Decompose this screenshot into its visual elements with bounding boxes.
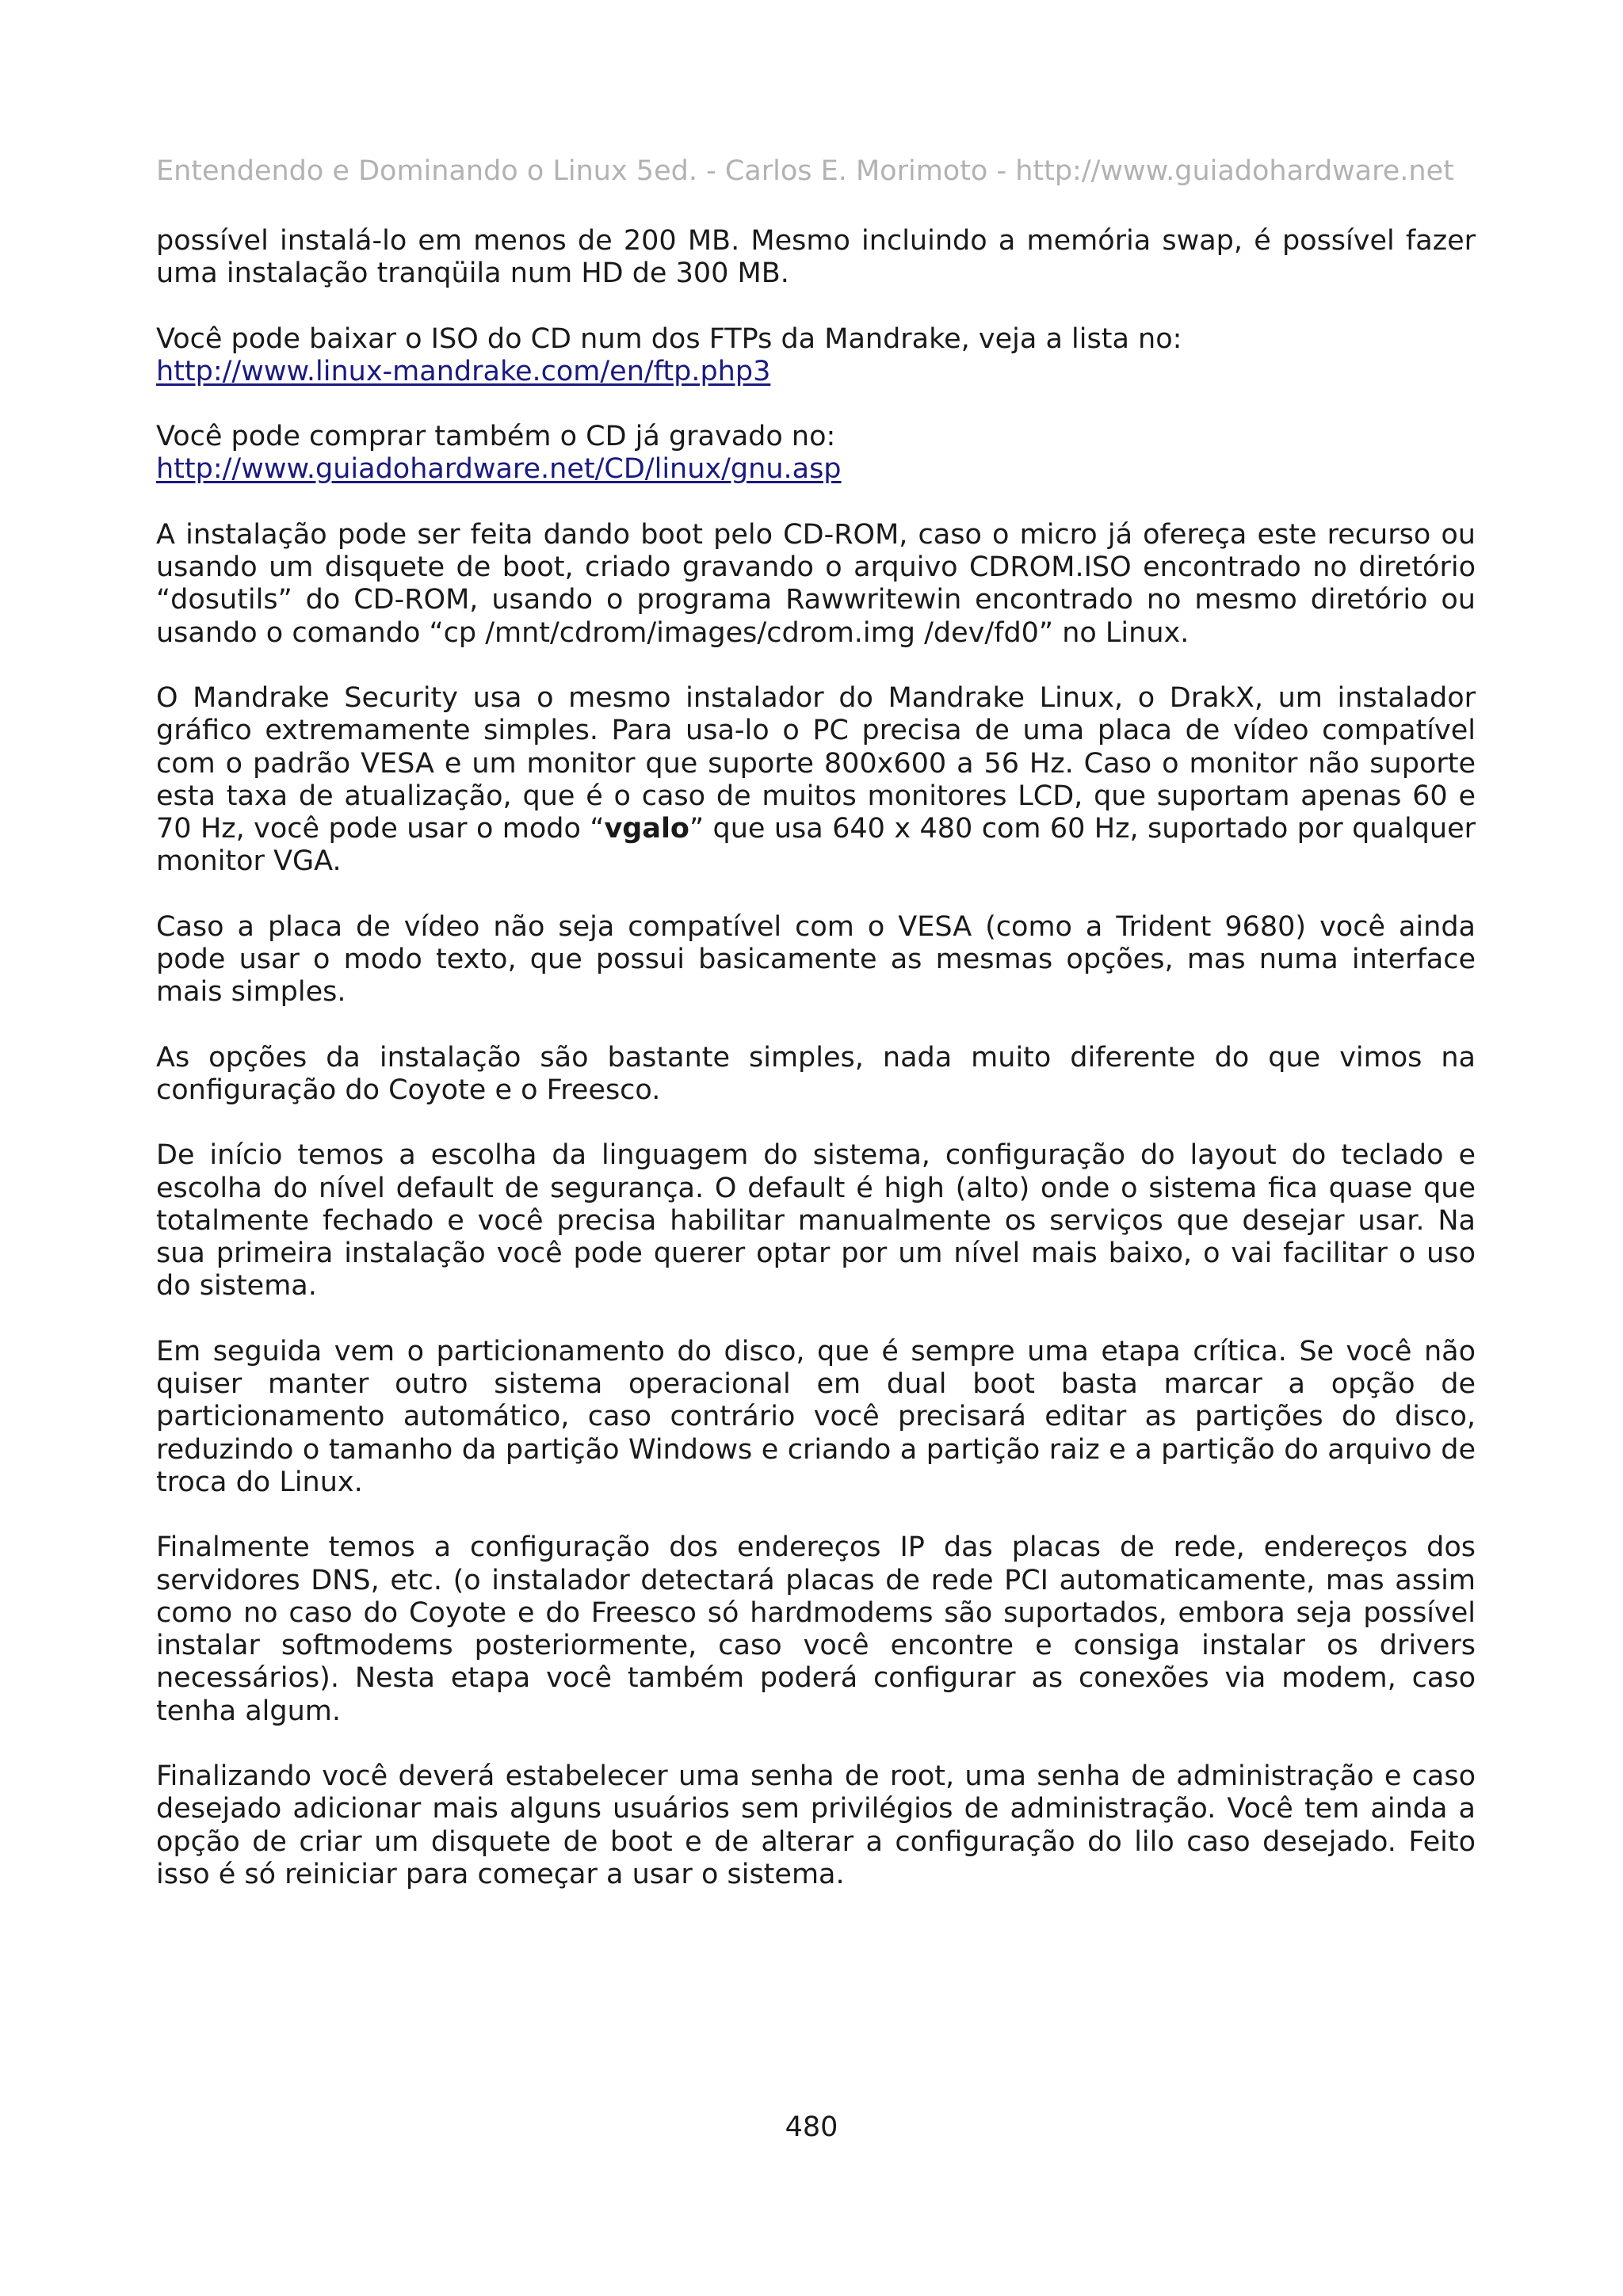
paragraph-3 (156, 421, 1476, 486)
paragraph-3-text: Você pode comprar também o CD já gravado no: (156, 421, 836, 453)
running-header: Entendendo e Dominando o Linux 5ed. - Carlos E. Morimoto - http://www.guiadohardware.net (156, 155, 1454, 187)
paragraph-6: Caso a placa de vídeo não seja compatível com o VESA (como a Trident 9680) você ainda pode usar o modo texto, que possui basicamente as mesmas opções, mas numa interface mais simples. (156, 910, 1476, 1009)
paragraph-8: De início temos a escolha da linguagem do sistema, configuração do layout do teclado e escolha do nível default de segurança. O default é high (alto) onde o sistema fica quase que totalmente fechado e você precisa habilitar manualmente os serviços que desejar usar. Na sua primeira instalação você pode querer optar por um nível mais baixo, o vai facilitar o uso do sistema. (156, 1139, 1476, 1302)
page-number: 480 (785, 2111, 838, 2143)
paragraph-1: possível instalá-lo em menos de 200 MB. Mesmo incluindo a memória swap, é possível fazer uma instalação tranqüila num HD de 300 MB. (156, 225, 1476, 290)
paragraph-5 (156, 682, 1476, 879)
link-mandrake-ftp[interactable]: http://www.linux-mandrake.com/en/ftp.php3 (156, 355, 771, 387)
paragraph-9: Em seguida vem o particionamento do disco, que é sempre uma etapa crítica. Se você não quiser manter outro sistema operacional em dual boot basta marcar a opção de particionamento automático, caso contrário você precisará editar as partições do disco, reduzindo o tamanho da partição Windows e criando a partição raiz e a partição do arquivo de troca do Linux. (156, 1335, 1476, 1498)
paragraph-4: A instalação pode ser feita dando boot pelo CD-ROM, caso o micro já ofereça este recurso ou usando um disquete de boot, criado gravando o arquivo CDROM.ISO encontrado no diretório “dosutils” do CD-ROM, usando o programa Rawwritewin encontrado no mesmo diretório ou usando o comando “cp /mnt/cdrom/images/cdrom.img /dev/fd0” no Linux. (156, 518, 1476, 649)
paragraph-10: Finalmente temos a configuração dos endereços IP das placas de rede, endereços dos servidores DNS, etc. (o instalador detectará placas de rede PCI automaticamente, mas assim como no caso do Coyote e do Freesco só hardmodems são suportados, embora seja possível instalar softmodems posteriormente, caso você encontre e consiga instalar os drivers necessários). Nesta etapa você também poderá configurar as conexões via modem, caso tenha algum. (156, 1531, 1476, 1727)
page-body (156, 225, 1476, 1924)
paragraph-2 (156, 323, 1476, 389)
paragraph-7: As opções da instalação são bastante simples, nada muito diferente do que vimos na configuração do Coyote e o Freesco. (156, 1041, 1476, 1106)
link-guiadohardware-cd[interactable]: http://www.guiadohardware.net/CD/linux/gnu.asp (156, 453, 842, 486)
paragraph-5-before: O Mandrake Security usa o mesmo instalador do Mandrake Linux, o DrakX, um instalador gráfico extremamente simples. Para usa-lo o PC precisa de uma placa de vídeo compatível com o padrão VESA e um monitor que suporte 800x600 a 56 Hz. Caso o monitor não suporte esta taxa de atualização, que é o caso de muitos monitores LCD, que suportam apenas 60 e 70 Hz, você pode usar o modo “ (156, 681, 1476, 845)
paragraph-2-text: Você pode baixar o ISO do CD num dos FTPs da Mandrake, veja a lista no: (156, 322, 1182, 355)
paragraph-5-after: ” que usa 640 x 480 com 60 Hz, suportado por qualquer monitor VGA. (156, 813, 1476, 878)
paragraph-5-bold-mode: vgalo (604, 813, 689, 845)
paragraph-11: Finalizando você deverá estabelecer uma senha de root, uma senha de administração e caso desejado adicionar mais alguns usuários sem privilégios de administração. Você tem ainda a opção de criar um disquete de boot e de alterar a configuração do lilo caso desejado. Feito isso é só reiniciar para começar a usar o sistema. (156, 1760, 1476, 1890)
